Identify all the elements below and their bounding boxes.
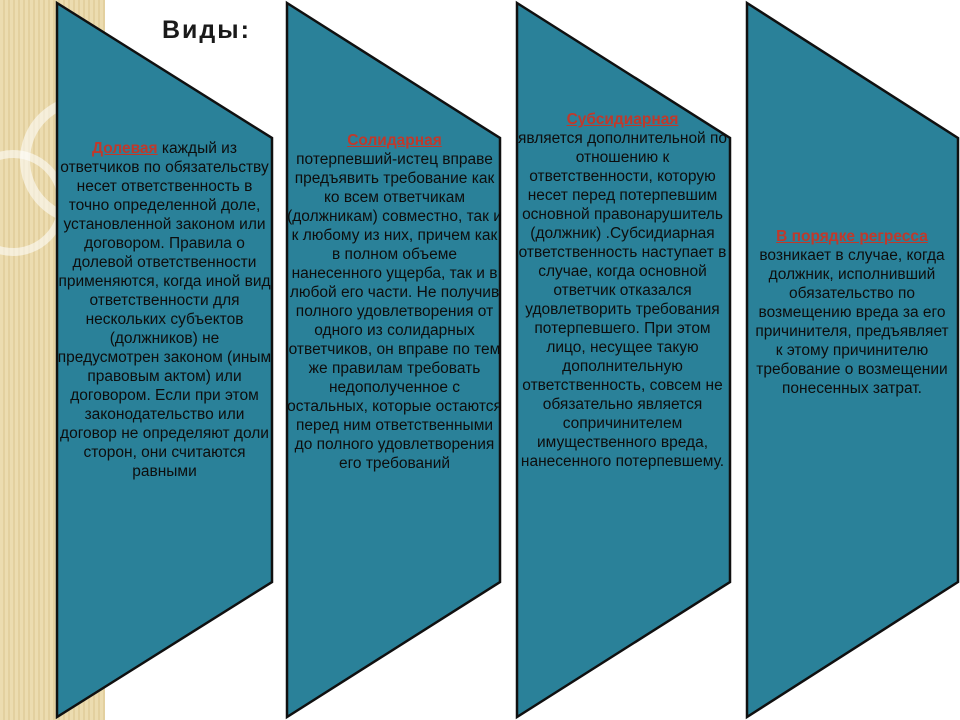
panel-heading-4: В порядке регресса — [776, 228, 928, 245]
panel-body-2: потерпевший-истец вправе предъявить требование как ко всем ответчикам (должникам) совместно, так и к любому из них, причем как в полном объеме нанесенного ущерба, так и в любой его части. Не получив полного удовлетворения от одного из солидарных ответчиков, он вправе по тем же правилам требовать недополученное с остальных, которые остаются перед ним ответственными до полного удовлетворения его требований — [287, 151, 502, 472]
panel-body-4: возникает в случае, когда должник, исполнивший обязательство по возмещению вреда за его причинителя, предъявляет к этому причинителю требование о возмещении понесенных затрат. — [755, 247, 949, 397]
panel-body-1: каждый из ответчиков по обязательству несет ответственность в точно определенной доле, установленной законом или договором. Правила о долевой ответственности применяются, когда иной вид ответственности для нескольких субъектов (должников) не предусмотрен законом (иным правовым актом) или договором. Если при этом законодательство или договор не определяют доли сторон, они считаются равными — [57, 140, 272, 480]
panel-body-3: является дополнительной по отношению к ответственности, которую несет перед потерпевшим основной правонарушитель (должник) .Субсидиарная ответственность наступает в случае, когда основной ответчик отказался удовлетворить требования потерпевшего. При этом лицо, несущее такую дополнительную ответственность, совсем не обязательно является сопричинителем имущественного вреда, нанесенного потерпевшему. — [517, 130, 728, 470]
panel-heading-2: Солидарная — [347, 132, 442, 149]
page-title: Виды: — [162, 16, 251, 44]
panel-text-1 — [57, 139, 272, 481]
panel-heading-1: Долевая — [92, 140, 158, 157]
panel-text-2 — [287, 131, 502, 473]
panel-text-3 — [515, 110, 730, 471]
panel-text-4 — [752, 227, 952, 398]
panel-heading-3: Субсидиарная — [566, 111, 679, 128]
